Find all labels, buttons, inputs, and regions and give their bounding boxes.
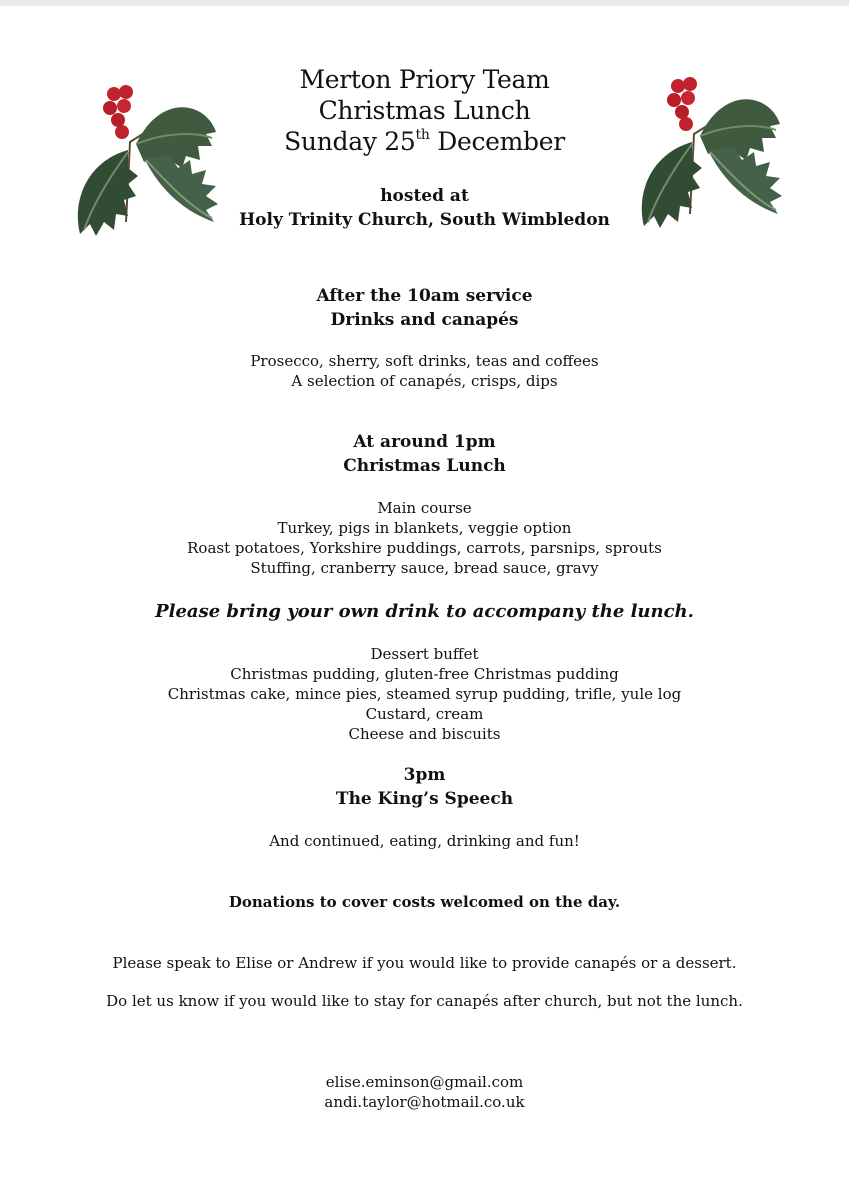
lunch-heading — [0, 430, 849, 478]
venue-intro: hosted at — [380, 186, 469, 206]
lunch-title: Christmas Lunch — [343, 456, 506, 476]
menu-line: Stuffing, cranberry sauce, bread sauce, gravy — [250, 559, 599, 577]
title-line-date — [0, 126, 849, 157]
drinks-line: A selection of canapés, crisps, dips — [291, 372, 558, 390]
venue-section — [0, 184, 849, 232]
donations-note — [0, 892, 849, 912]
venue-name: Holy Trinity Church, South Wimbledon — [239, 210, 610, 230]
event-title — [0, 64, 849, 157]
title-line-event: Christmas Lunch — [318, 96, 531, 125]
dessert-line: Christmas pudding, gluten-free Christmas pudding — [230, 665, 619, 683]
dessert-line: Christmas cake, mince pies, steamed syrup pudding, trifle, yule log — [167, 685, 682, 703]
speech-heading — [0, 763, 849, 811]
contact-email[interactable]: elise.eminson@gmail.com — [325, 1073, 524, 1091]
date-month: December — [429, 127, 565, 156]
drinks-line: Prosecco, sherry, soft drinks, teas and coffees — [250, 352, 599, 370]
lunch-time: At around 1pm — [353, 432, 496, 452]
menu-line: Main course — [377, 499, 472, 517]
drinks-heading — [0, 284, 849, 332]
drink-notice — [0, 600, 849, 624]
speech-details — [0, 831, 849, 851]
title-line-team: Merton Priory Team — [299, 65, 550, 94]
drink-notice-text: Please bring your own drink to accompany the lunch. — [155, 601, 694, 622]
note-canapes-only — [0, 991, 849, 1011]
dessert-line: Dessert buffet — [370, 645, 479, 663]
date-day: Sunday 25 — [284, 127, 416, 156]
invitation-page — [0, 6, 849, 1200]
dessert-menu — [0, 644, 849, 744]
drinks-time: After the 10am service — [316, 286, 533, 306]
note-text: Do let us know if you would like to stay for canapés after church, but not the lunch. — [106, 992, 743, 1010]
speech-title: The King’s Speech — [335, 789, 514, 809]
drinks-title: Drinks and canapés — [330, 310, 519, 330]
menu-line: Roast potatoes, Yorkshire puddings, carrots, parsnips, sprouts — [187, 539, 662, 557]
donations-text: Donations to cover costs welcomed on the day. — [228, 893, 621, 911]
speech-time: 3pm — [403, 765, 446, 785]
note-provide — [0, 953, 849, 973]
contact-emails — [0, 1072, 849, 1112]
speech-line: And continued, eating, drinking and fun! — [269, 832, 580, 850]
date-ordinal: th — [415, 127, 430, 143]
note-text: Please speak to Elise or Andrew if you would like to provide canapés or a dessert. — [112, 954, 737, 972]
dessert-line: Custard, cream — [365, 705, 484, 723]
menu-line: Turkey, pigs in blankets, veggie option — [277, 519, 572, 537]
dessert-line: Cheese and biscuits — [348, 725, 501, 743]
drinks-details — [0, 351, 849, 391]
main-course-menu — [0, 498, 849, 578]
contact-email[interactable]: andi.taylor@hotmail.co.uk — [324, 1093, 525, 1111]
